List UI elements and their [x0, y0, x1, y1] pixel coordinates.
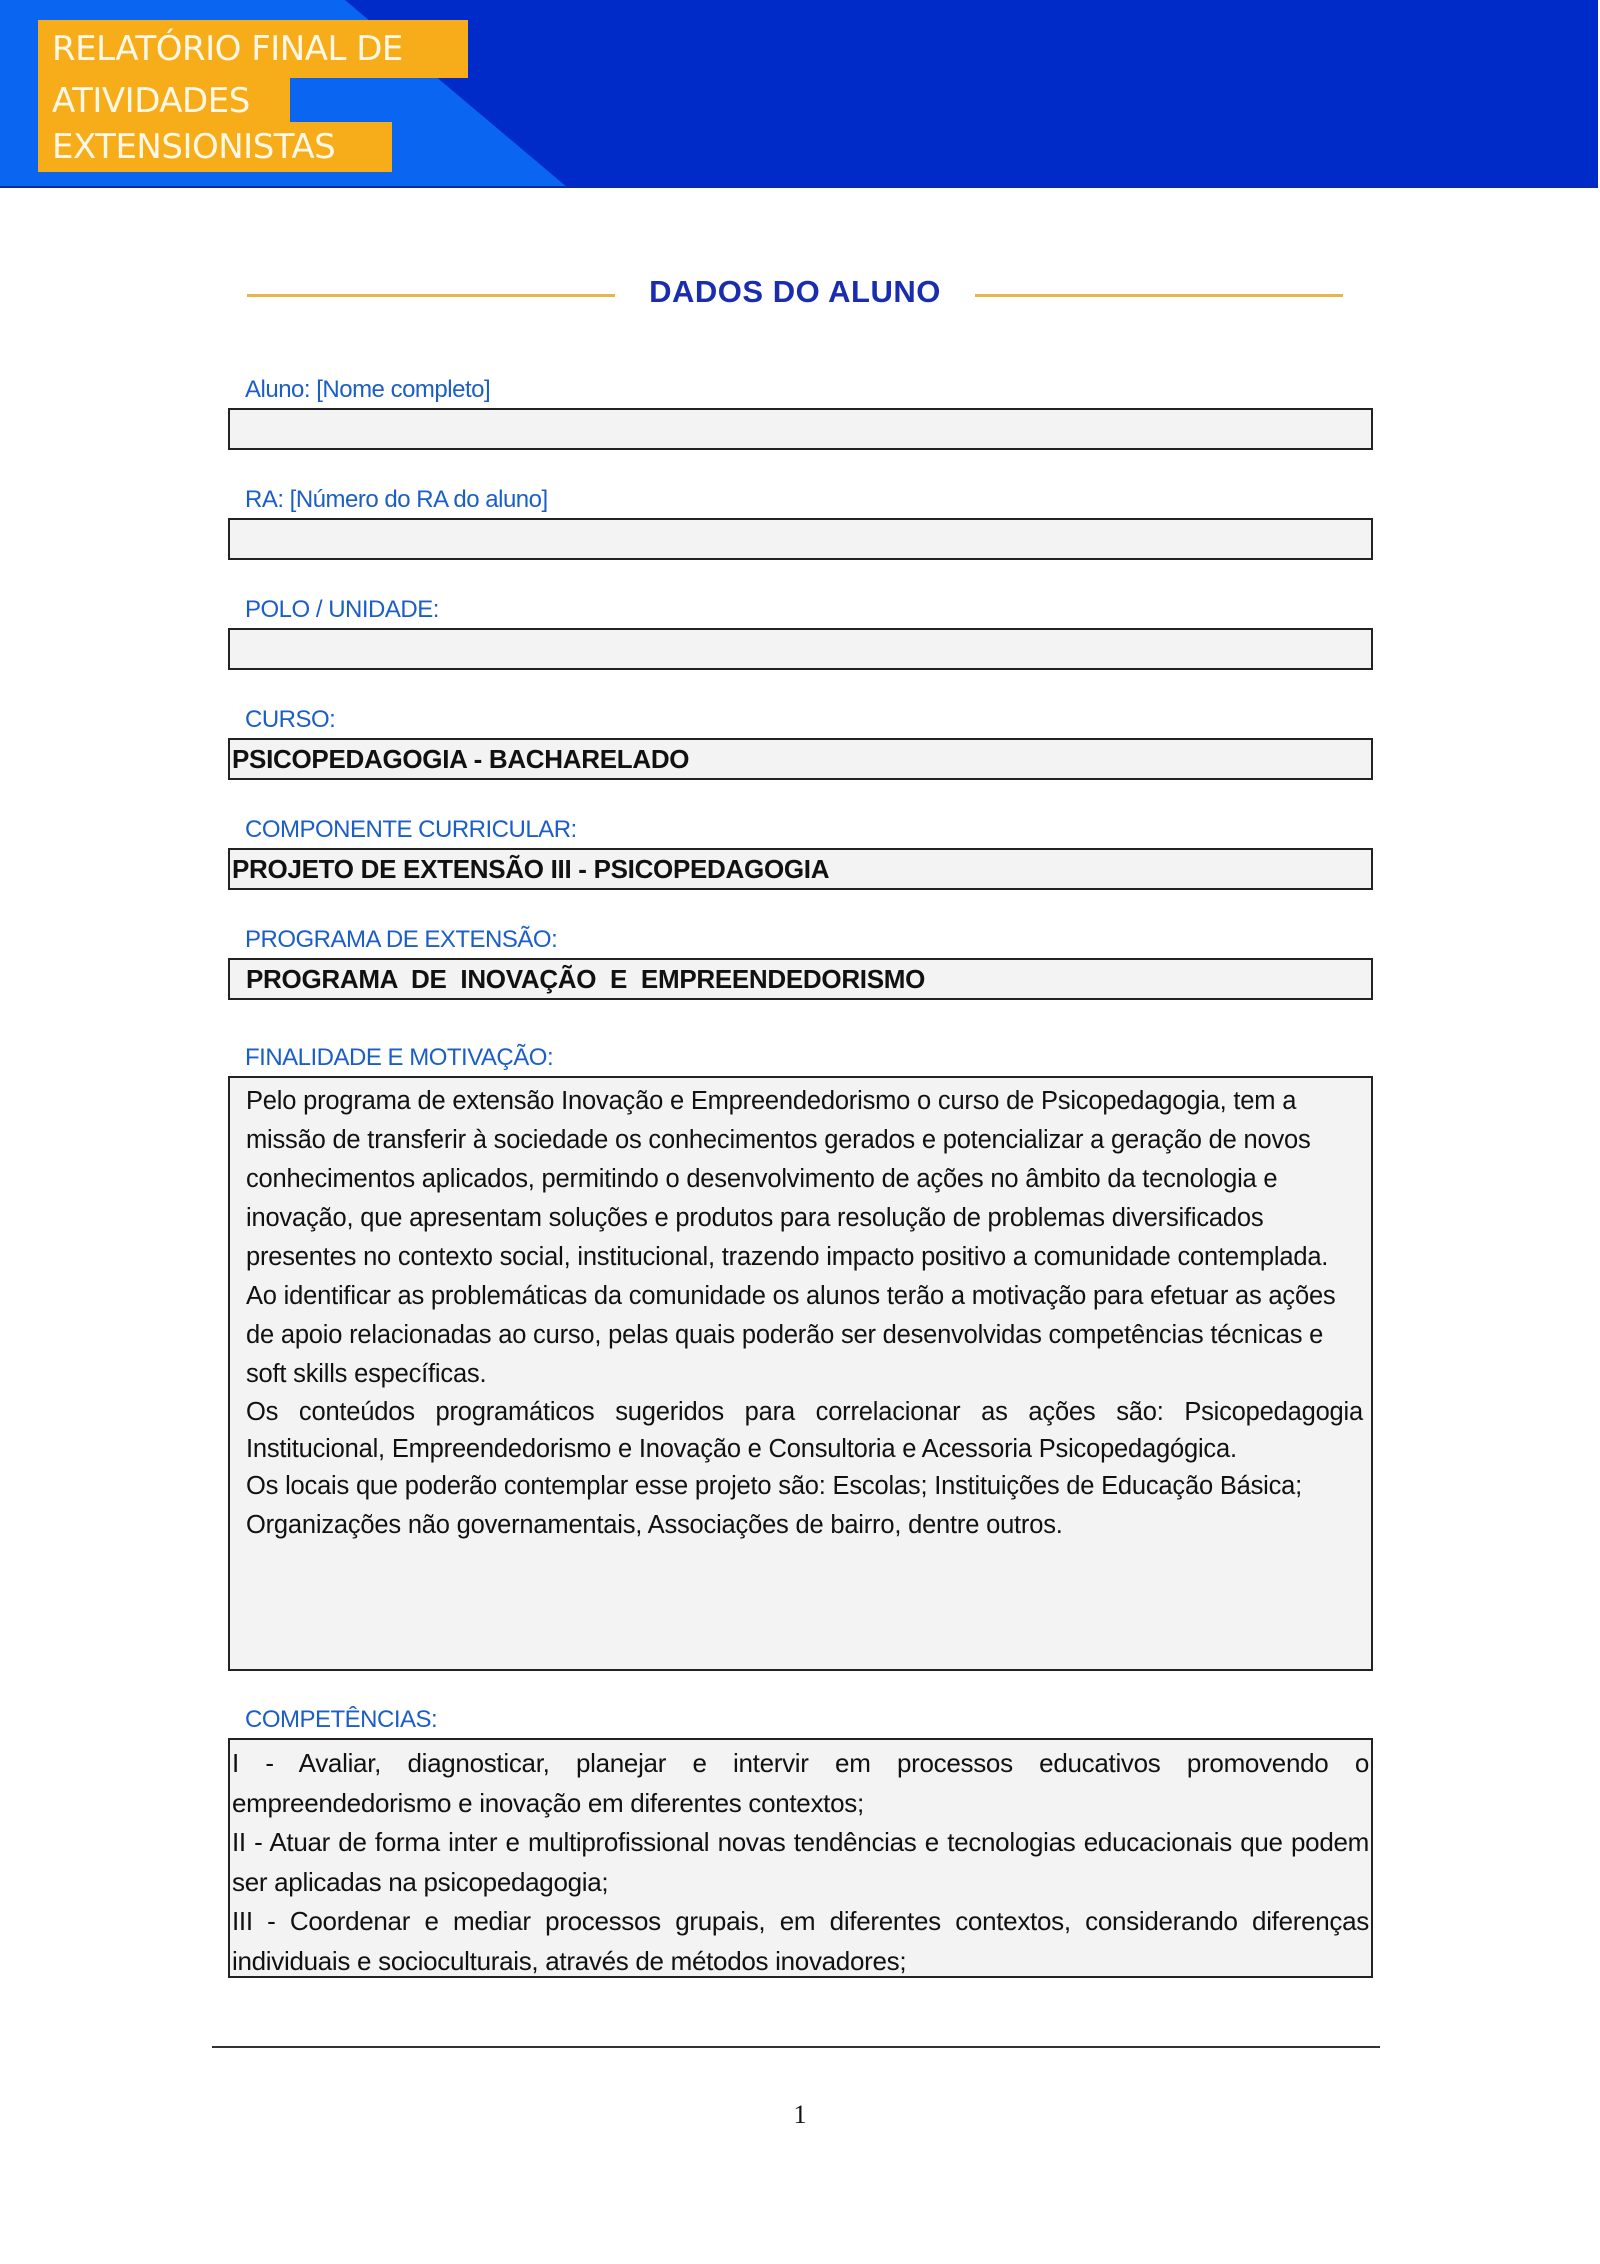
report-title-line-3: EXTENSIONISTAS — [38, 122, 392, 172]
finalidade-paragraph-2: Os conteúdos programáticos sugeridos para correlacionar as ações são: Psicopedagogia Institucional, Empreendedorismo e Inovação e Consultoria e Acessoria Psicopedagógica. — [246, 1398, 1363, 1463]
polo-label: POLO / UNIDADE: — [245, 596, 439, 623]
curso-label: CURSO: — [245, 706, 336, 733]
componente-value: PROJETO DE EXTENSÃO III - PSICOPEDAGOGIA — [232, 854, 830, 884]
finalidade-paragraph-3: Os locais que poderão contemplar esse projeto são: Escolas; Instituições de Educação Básica; Organizações não governamentais, Associações de bairro, dentre outros. — [246, 1472, 1303, 1539]
curso-field[interactable] — [228, 738, 1373, 780]
componente-field[interactable] — [228, 848, 1373, 890]
competencias-list — [230, 1740, 1371, 1981]
finalidade-text — [246, 1082, 1363, 1545]
curso-value: PSICOPEDAGOGIA - BACHARELADO — [232, 744, 690, 774]
aluno-field[interactable] — [228, 408, 1373, 450]
programa-value: PROGRAMA DE INOVAÇÃO E EMPREENDEDORISMO — [246, 964, 926, 994]
competencia-item-3: III - Coordenar e mediar processos grupais, em diferentes contextos, considerando diferenças individuais e socioculturais, através de métodos inovadores; — [232, 1906, 1369, 1976]
section-title: DADOS DO ALUNO — [649, 274, 941, 309]
report-title-line-1: RELATÓRIO FINAL DE — [38, 20, 468, 78]
polo-field[interactable] — [228, 628, 1373, 670]
page-number: 1 — [793, 2100, 807, 2129]
competencias-field[interactable] — [228, 1738, 1373, 1978]
ra-label: RA: [Número do RA do aluno] — [245, 486, 548, 513]
title-rule-right — [975, 294, 1343, 297]
title-rule-left — [247, 294, 615, 297]
finalidade-field[interactable] — [228, 1076, 1373, 1671]
competencias-label: COMPETÊNCIAS: — [245, 1706, 438, 1733]
componente-label: COMPONENTE CURRICULAR: — [245, 816, 577, 843]
banner-bottom-edge — [0, 186, 1598, 188]
finalidade-paragraph-1: Pelo programa de extensão Inovação e Empreendedorismo o curso de Psicopedagogia, tem a missão de transferir à sociedade os conhecimentos gerados e potencializar a geração de novos conhecimentos aplicados, permitindo o desenvolvimento de ações no âmbito da tecnologia e inovação, que apresentam soluções e produtos para resolução de problemas diversificados presentes no contexto social, institucional, trazendo impacto positivo a comunidade contemplada. Ao identificar as problemáticas da comunidade os alunos terão a motivação para efetuar as ações de apoio relacionadas ao curso, pelas quais poderão ser desenvolvidas competências técnicas e soft skills específicas. — [246, 1087, 1336, 1388]
aluno-label: Aluno: [Nome completo] — [245, 376, 491, 403]
header-banner — [0, 0, 1598, 188]
competencia-item-2: II - Atuar de forma inter e multiprofissional novas tendências e tecnologias educacionais que podem ser aplicadas na psicopedagogia; — [232, 1827, 1369, 1897]
programa-label: PROGRAMA DE EXTENSÃO: — [245, 926, 558, 953]
footer-rule — [212, 2046, 1380, 2048]
report-title-line-2: ATIVIDADES — [38, 78, 290, 122]
finalidade-label: FINALIDADE E MOTIVAÇÃO: — [245, 1044, 554, 1071]
ra-field[interactable] — [228, 518, 1373, 560]
programa-field[interactable] — [228, 958, 1373, 1000]
competencia-item-1: I - Avaliar, diagnosticar, planejar e intervir em processos educativos promovendo o empreendedorismo e inovação em diferentes contextos; — [232, 1748, 1369, 1818]
